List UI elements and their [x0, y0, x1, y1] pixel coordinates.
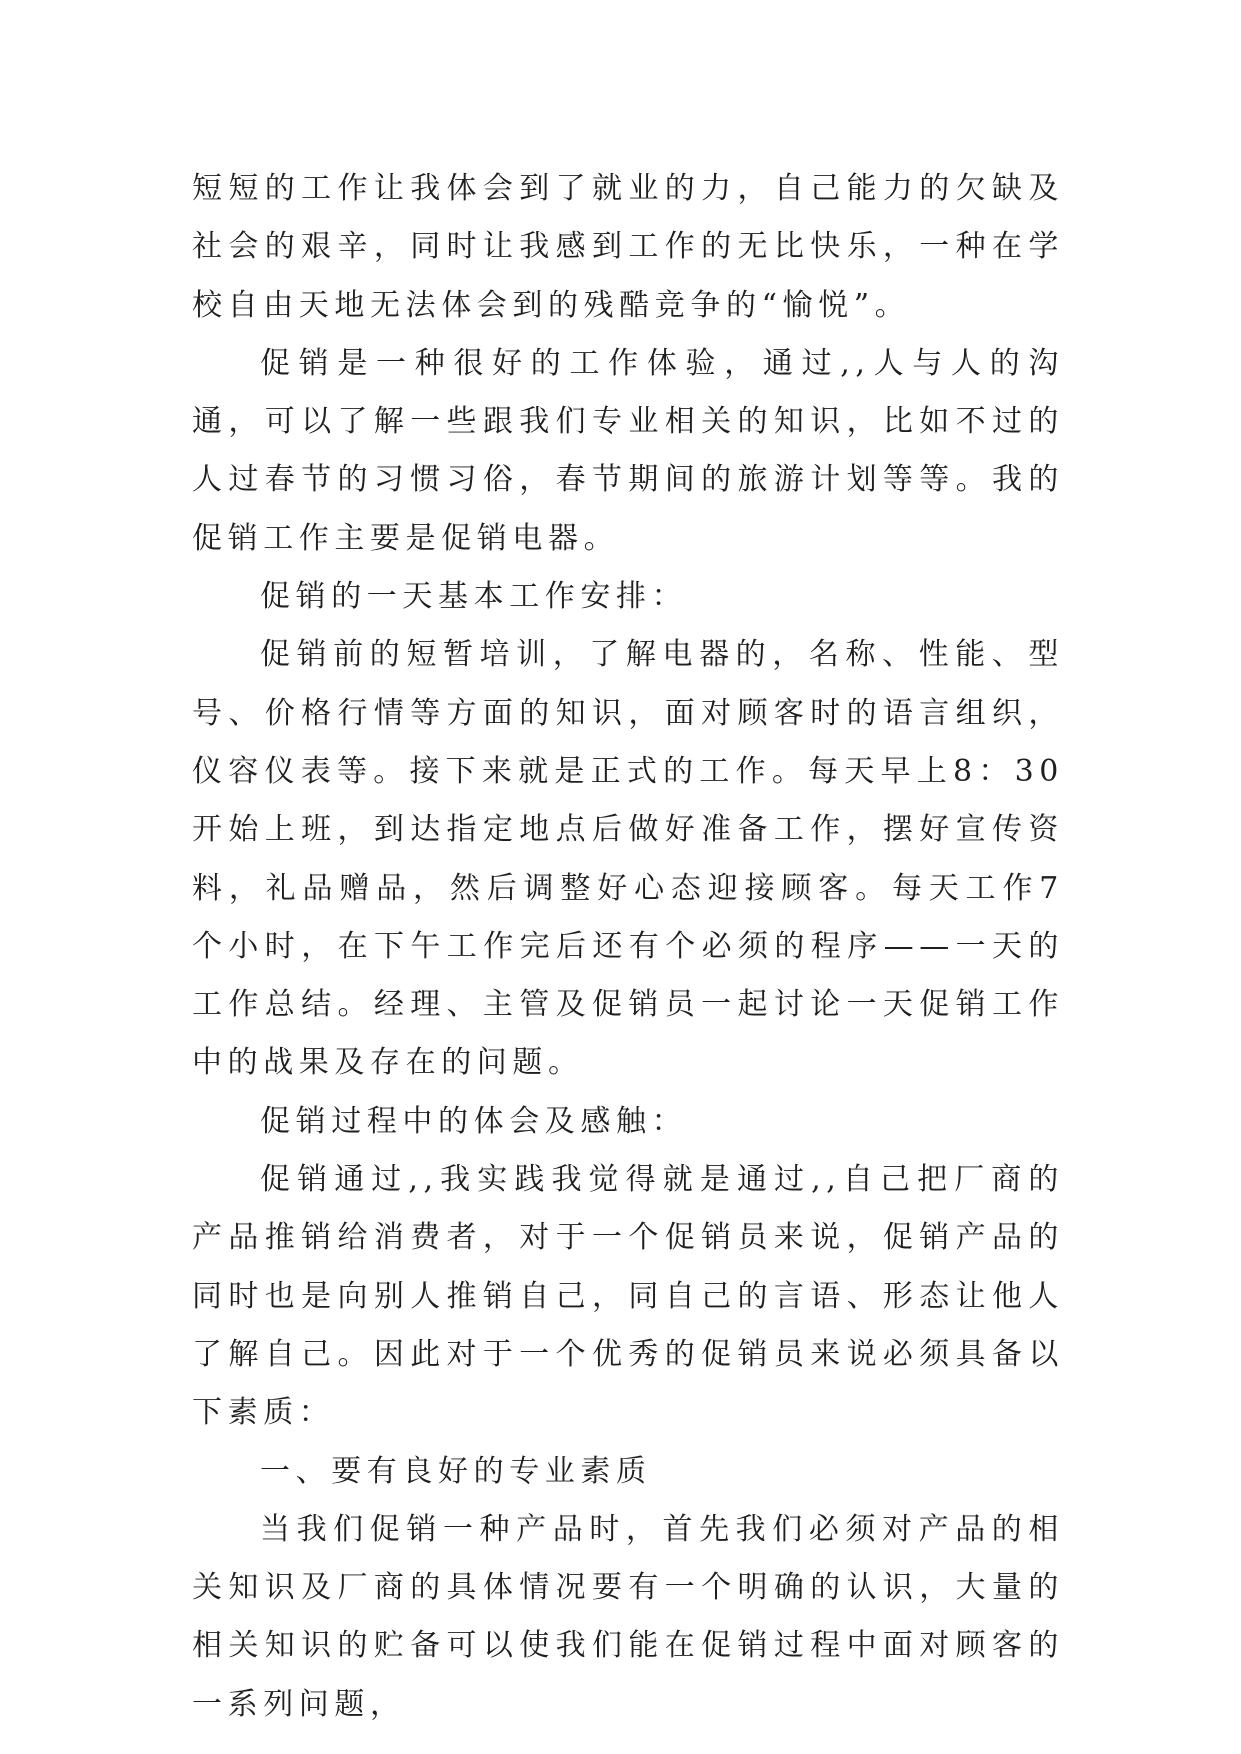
paragraph-2: 促销是一种很好的工作体验，通过,,人与人的沟通，可以了解一些跟我们专业相关的知识，比如不过的人过春节的习惯习俗，春节期间的旅游计划等等。我的促销工作主要是促销电器。 — [192, 345, 1064, 556]
paragraph-8: 当我们促销一种产品时，首先我们必须对产品的相关知识及厂商的具体情况要有一个明确的认识，大量的相关知识的贮备可以使我们能在促销过程中面对顾客的一系列问题， — [192, 1511, 1064, 1722]
paragraph-7-heading: 一、要有良好的专业素质 — [260, 1453, 652, 1489]
paragraph-3-heading: 促销的一天基本工作安排： — [260, 579, 688, 615]
paragraph-1: 短短的工作让我体会到了就业的力，自己能力的欠缺及社会的艰辛，同时让我感到工作的无比快乐，一种在学校自由天地无法体会到的残酷竞争的“愉悦”。 — [192, 171, 1064, 323]
paragraph-6: 促销通过,,我实践我觉得就是通过,,自己把厂商的产品推销给消费者，对于一个促销员来说，促销产品的同时也是向别人推销自己，同自己的言语、形态让他人了解自己。因此对于一个优秀的促销员来说必须具备以下素质： — [192, 1162, 1064, 1431]
paragraph-5-heading: 促销过程中的体会及感触： — [260, 1103, 688, 1139]
paragraph-4: 促销前的短暂培训，了解电器的，名称、性能、型号、价格行情等方面的知识，面对顾客时的语言组织，仪容仪表等。接下来就是正式的工作。每天早上8：30开始上班，到达指定地点后做好准备工作，摆好宣传资料，礼品赠品，然后调整好心态迎接顾客。每天工作7个小时，在下午工作完后还有个必须的程序——一天的工作总结。经理、主管及促销员一起讨论一天促销工作中的战果及存在的问题。 — [192, 637, 1064, 1081]
document-body — [192, 160, 1064, 1734]
